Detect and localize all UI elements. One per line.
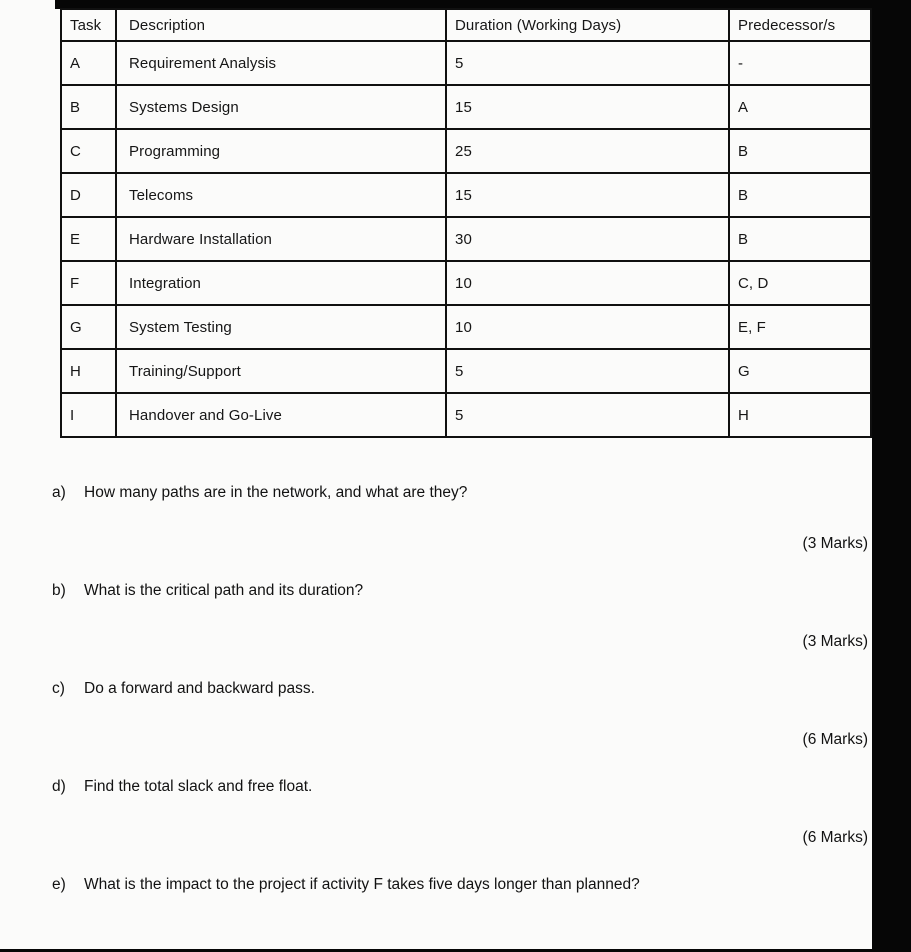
cell-predecessor: B [729,217,871,261]
table-row [61,85,871,129]
cell-description: Integration [116,261,446,305]
question-a [52,484,870,553]
cell-description: Training/Support [116,349,446,393]
table-header-row [61,9,871,41]
cell-predecessor: E, F [729,305,871,349]
question-text: Find the total slack and free float. [84,778,313,795]
cell-duration: 5 [446,349,729,393]
marks-badge: (3 Marks) [802,535,868,552]
question-d [52,778,870,847]
cell-task: G [61,305,116,349]
cell-description: Programming [116,129,446,173]
table-row [61,349,871,393]
scan-edge-right [872,0,911,952]
table-row [61,261,871,305]
question-label: d) [52,778,66,795]
question-e [52,876,870,894]
table-row [61,173,871,217]
cell-predecessor: H [729,393,871,437]
cell-predecessor: G [729,349,871,393]
header-duration: Duration (Working Days) [446,9,729,41]
cell-duration: 10 [446,261,729,305]
question-text: What is the critical path and its duration? [84,582,364,599]
cell-task: F [61,261,116,305]
questions-section [52,484,870,894]
cell-predecessor: - [729,41,871,85]
question-text: How many paths are in the network, and what are they? [84,484,468,501]
cell-predecessor: C, D [729,261,871,305]
cell-predecessor: B [729,173,871,217]
marks-badge: (6 Marks) [802,829,868,846]
question-text: What is the impact to the project if activity F takes five days longer than planned? [84,876,640,893]
cell-task: C [61,129,116,173]
cell-task: A [61,41,116,85]
cell-duration: 15 [446,85,729,129]
header-task: Task [61,9,116,41]
cell-task: D [61,173,116,217]
table-row [61,305,871,349]
question-text: Do a forward and backward pass. [84,680,315,697]
cell-predecessor: B [729,129,871,173]
cell-duration: 30 [446,217,729,261]
cell-description: Handover and Go-Live [116,393,446,437]
cell-description: Hardware Installation [116,217,446,261]
cell-task: B [61,85,116,129]
cell-task: I [61,393,116,437]
question-b [52,582,870,651]
marks-badge: (3 Marks) [802,633,868,650]
question-label: a) [52,484,66,501]
question-label: e) [52,876,66,893]
marks-badge: (6 Marks) [802,731,868,748]
table-row [61,129,871,173]
table-row [61,393,871,437]
cell-description: System Testing [116,305,446,349]
table-row [61,217,871,261]
question-c [52,680,870,749]
table-row [61,41,871,85]
cell-description: Telecoms [116,173,446,217]
cell-duration: 5 [446,393,729,437]
question-label: c) [52,680,65,697]
cell-duration: 15 [446,173,729,217]
cell-task: E [61,217,116,261]
question-label: b) [52,582,66,599]
document-page [52,8,870,894]
task-table [60,8,872,438]
cell-description: Systems Design [116,85,446,129]
header-description: Description [116,9,446,41]
cell-duration: 5 [446,41,729,85]
cell-task: H [61,349,116,393]
cell-duration: 10 [446,305,729,349]
cell-predecessor: A [729,85,871,129]
header-predecessor: Predecessor/s [729,9,871,41]
cell-duration: 25 [446,129,729,173]
cell-description: Requirement Analysis [116,41,446,85]
